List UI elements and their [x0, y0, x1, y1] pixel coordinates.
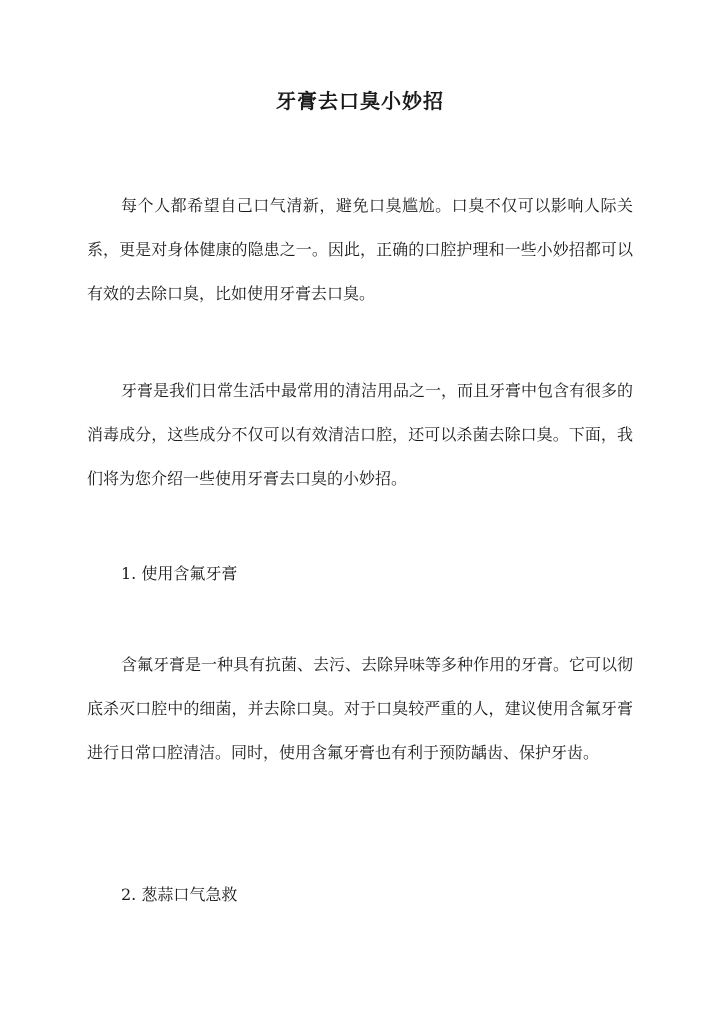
section-heading-2: 2. 葱蒜口气急救: [121, 885, 238, 904]
section-heading-1: 1. 使用含氟牙膏: [121, 564, 238, 583]
section-body-1: 含氟牙膏是一种具有抗菌、去污、去除异味等多种作用的牙膏。它可以彻底杀灭口腔中的细菌，并去除口臭。对于口臭较严重的人，建议使用含氟牙膏进行日常口腔清洁。同时，使用含氟牙膏也有利于预防龋齿、保护牙齿。: [87, 655, 634, 762]
intro-paragraph-1: 每个人都希望自己口气清新，避免口臭尴尬。口臭不仅可以影响人际关系，更是对身体健康的隐患之一。因此，正确的口腔护理和一些小妙招都可以有效的去除口臭，比如使用牙膏去口臭。: [87, 196, 633, 303]
intro-paragraph-2: 牙膏是我们日常生活中最常用的清洁用品之一，而且牙膏中包含有很多的消毒成分，这些成分不仅可以有效清洁口腔，还可以杀菌去除口臭。下面，我们将为您介绍一些使用牙膏去口臭的小妙招。: [87, 381, 634, 488]
document-title: 牙膏去口臭小妙招: [276, 89, 444, 113]
